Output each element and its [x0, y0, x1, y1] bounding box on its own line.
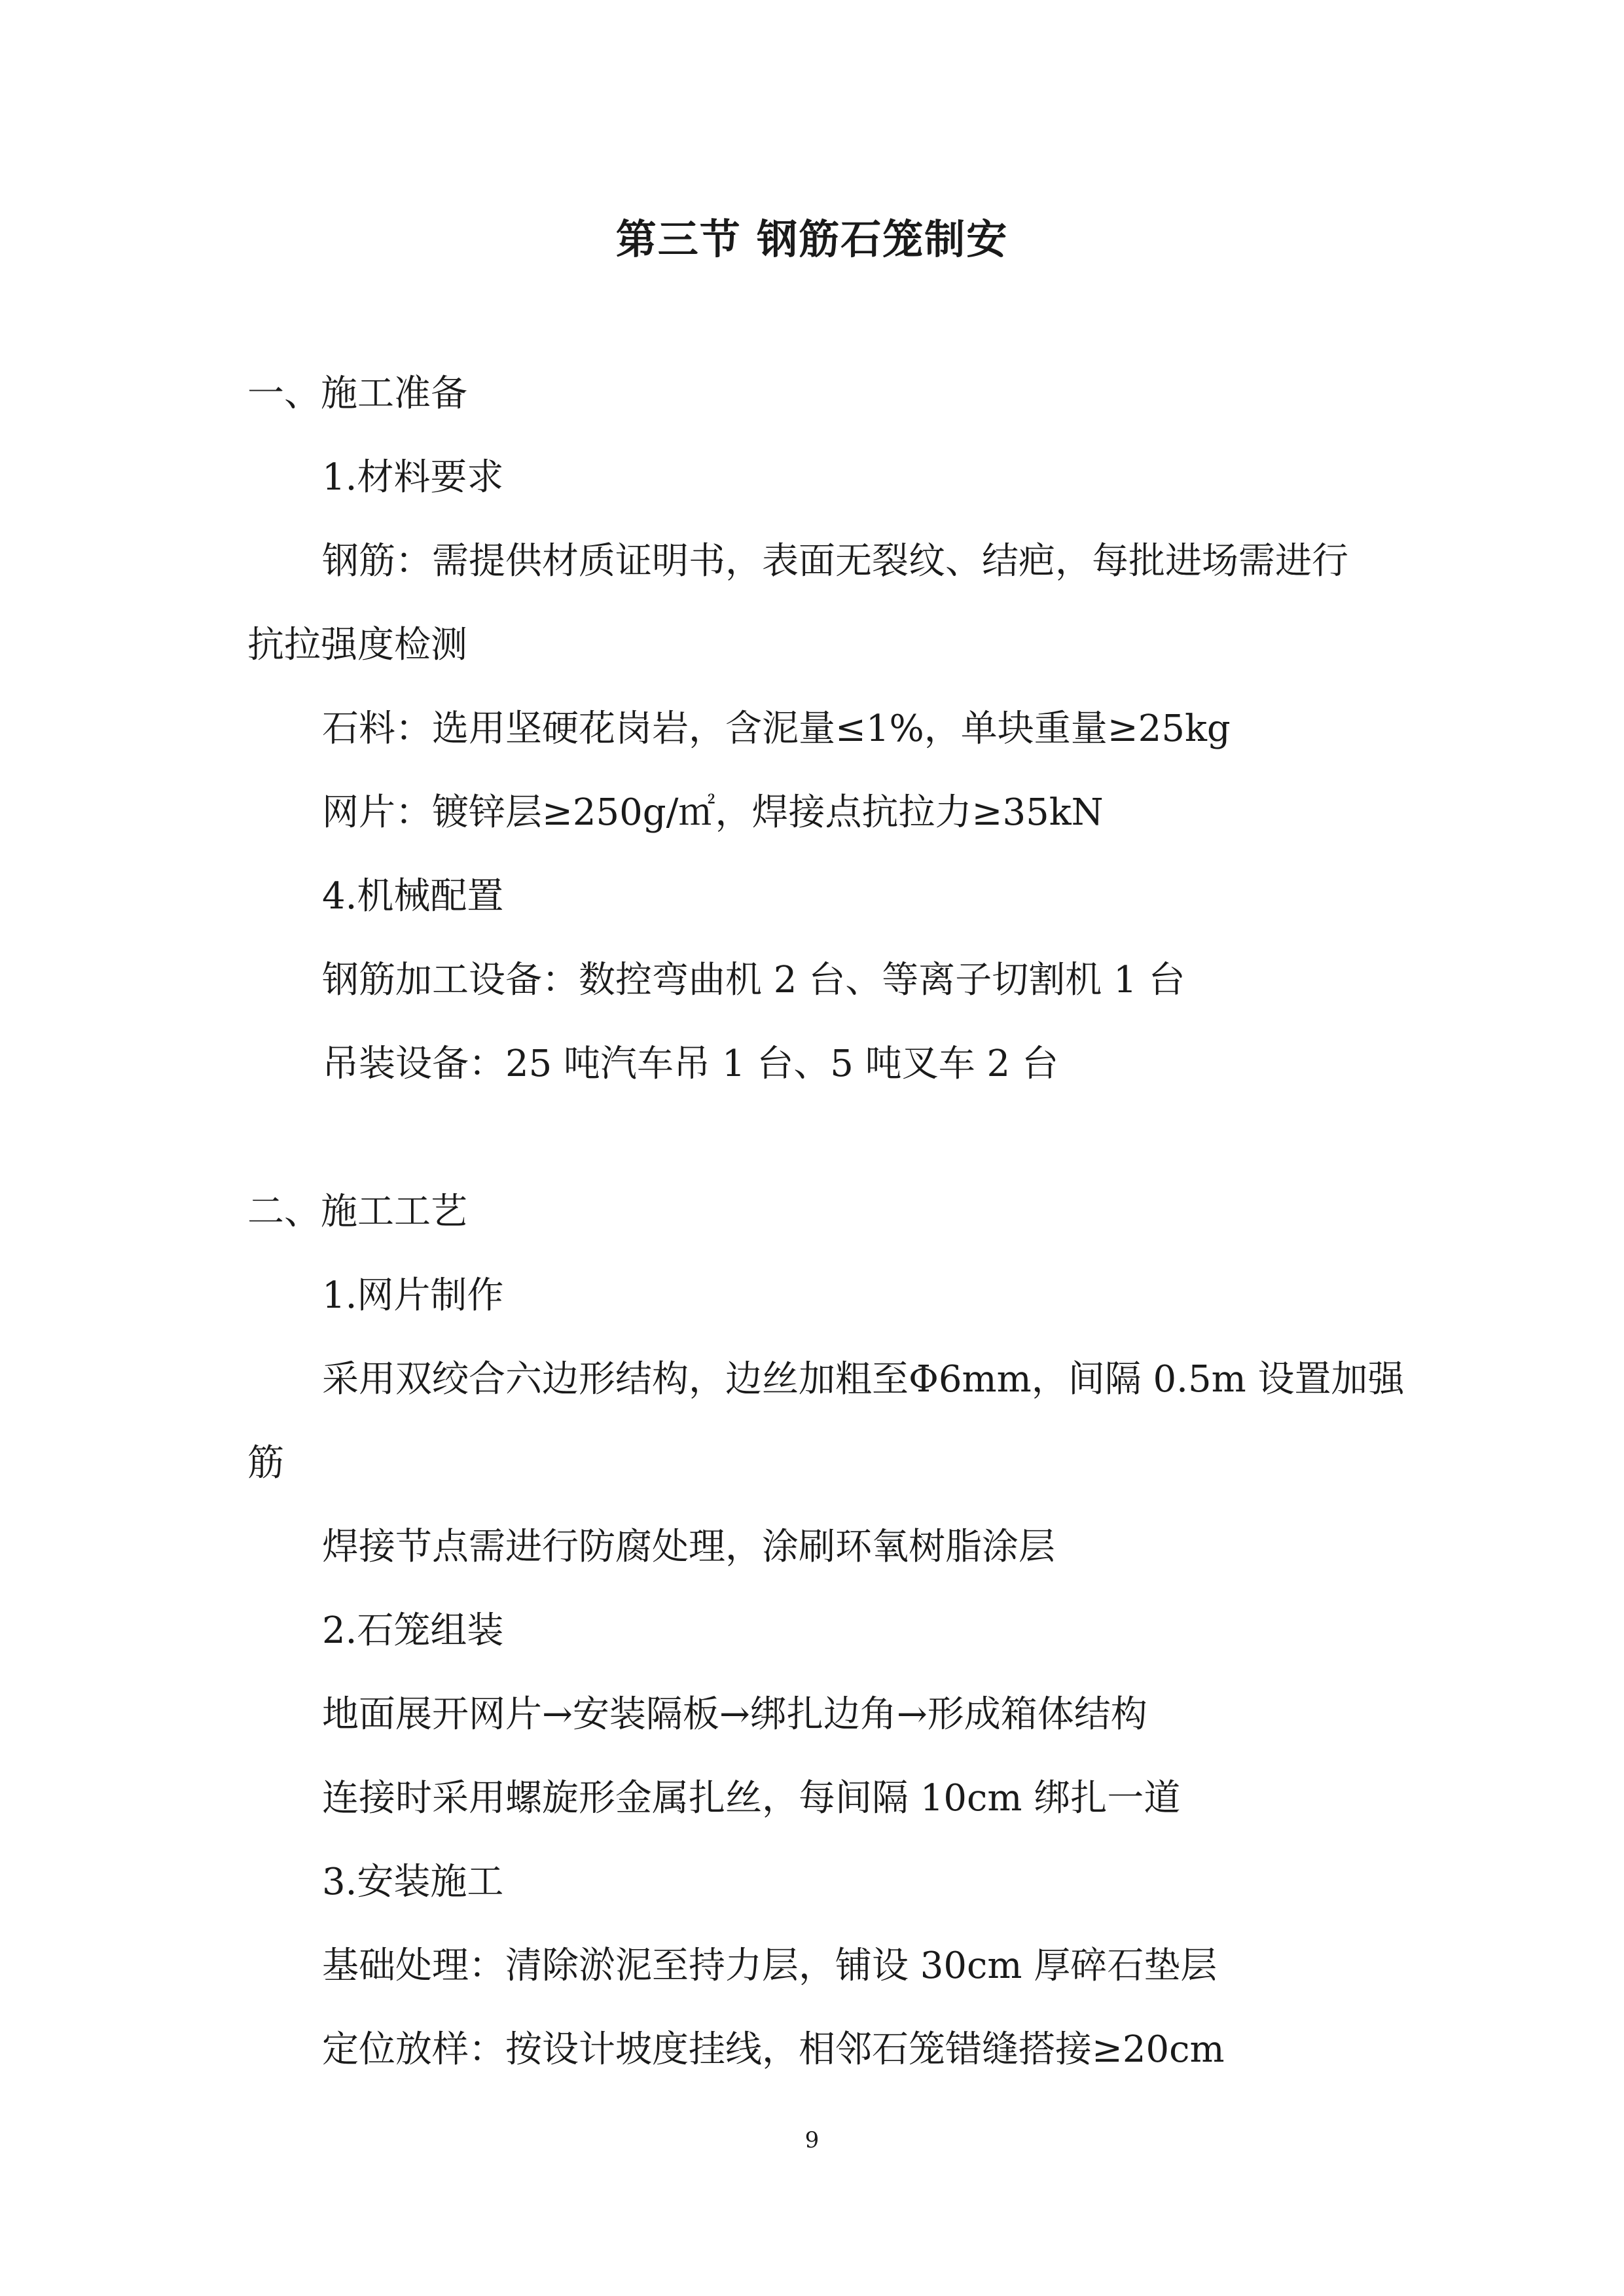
section-heading-process: 二、施工工艺 — [247, 1191, 467, 1233]
paragraph-line: 定位放样：按设计坡度挂线，相邻石笼错缝搭接≥20cm — [322, 2028, 1225, 2071]
paragraph-line: 连接时采用螺旋形金属扎丝，每间隔 10cm 绑扎一道 — [322, 1777, 1181, 1820]
paragraph-line: 石料：选用坚硬花岗岩，含泥量≤1%，单块重量≥25kg — [322, 708, 1231, 750]
section-heading-preparation: 一、施工准备 — [247, 372, 467, 415]
paragraph-line: 基础处理：清除淤泥至持力层，铺设 30cm 厚碎石垫层 — [322, 1945, 1218, 1987]
paragraph-line: 钢筋加工设备：数控弯曲机 2 台、等离子切割机 1 台 — [322, 959, 1185, 1001]
subheading-installation: 3.安装施工 — [322, 1861, 504, 1903]
paragraph-line: 钢筋：需提供材质证明书，表面无裂纹、结疤，每批进场需进行 — [322, 540, 1348, 583]
paragraph-line: 地面展开网片→安装隔板→绑扎边角→形成箱体结构 — [322, 1693, 1147, 1736]
paragraph-line: 网片：镀锌层≥250g/㎡，焊接点抗拉力≥35kN — [322, 791, 1104, 834]
paragraph-line-continuation: 筋 — [247, 1442, 284, 1484]
paragraph-line: 吊装设备：25 吨汽车吊 1 台、5 吨叉车 2 台 — [322, 1043, 1058, 1085]
paragraph-line: 焊接节点需进行防腐处理，涂刷环氧树脂涂层 — [322, 1526, 1055, 1568]
paragraph-line-continuation: 抗拉强度检测 — [247, 624, 467, 666]
subheading-gabion-assembly: 2.石笼组装 — [322, 1609, 504, 1652]
paragraph-line: 采用双绞合六边形结构，边丝加粗至Φ6mm，间隔 0.5m 设置加强 — [322, 1358, 1405, 1401]
subheading-mesh-fabrication: 1.网片制作 — [322, 1274, 504, 1317]
subheading-material-requirements: 1.材料要求 — [322, 456, 504, 499]
page-number: 9 — [804, 2127, 820, 2153]
subheading-machinery: 4.机械配置 — [322, 875, 504, 918]
section-title: 第三节 钢筋石笼制安 — [615, 215, 1009, 263]
